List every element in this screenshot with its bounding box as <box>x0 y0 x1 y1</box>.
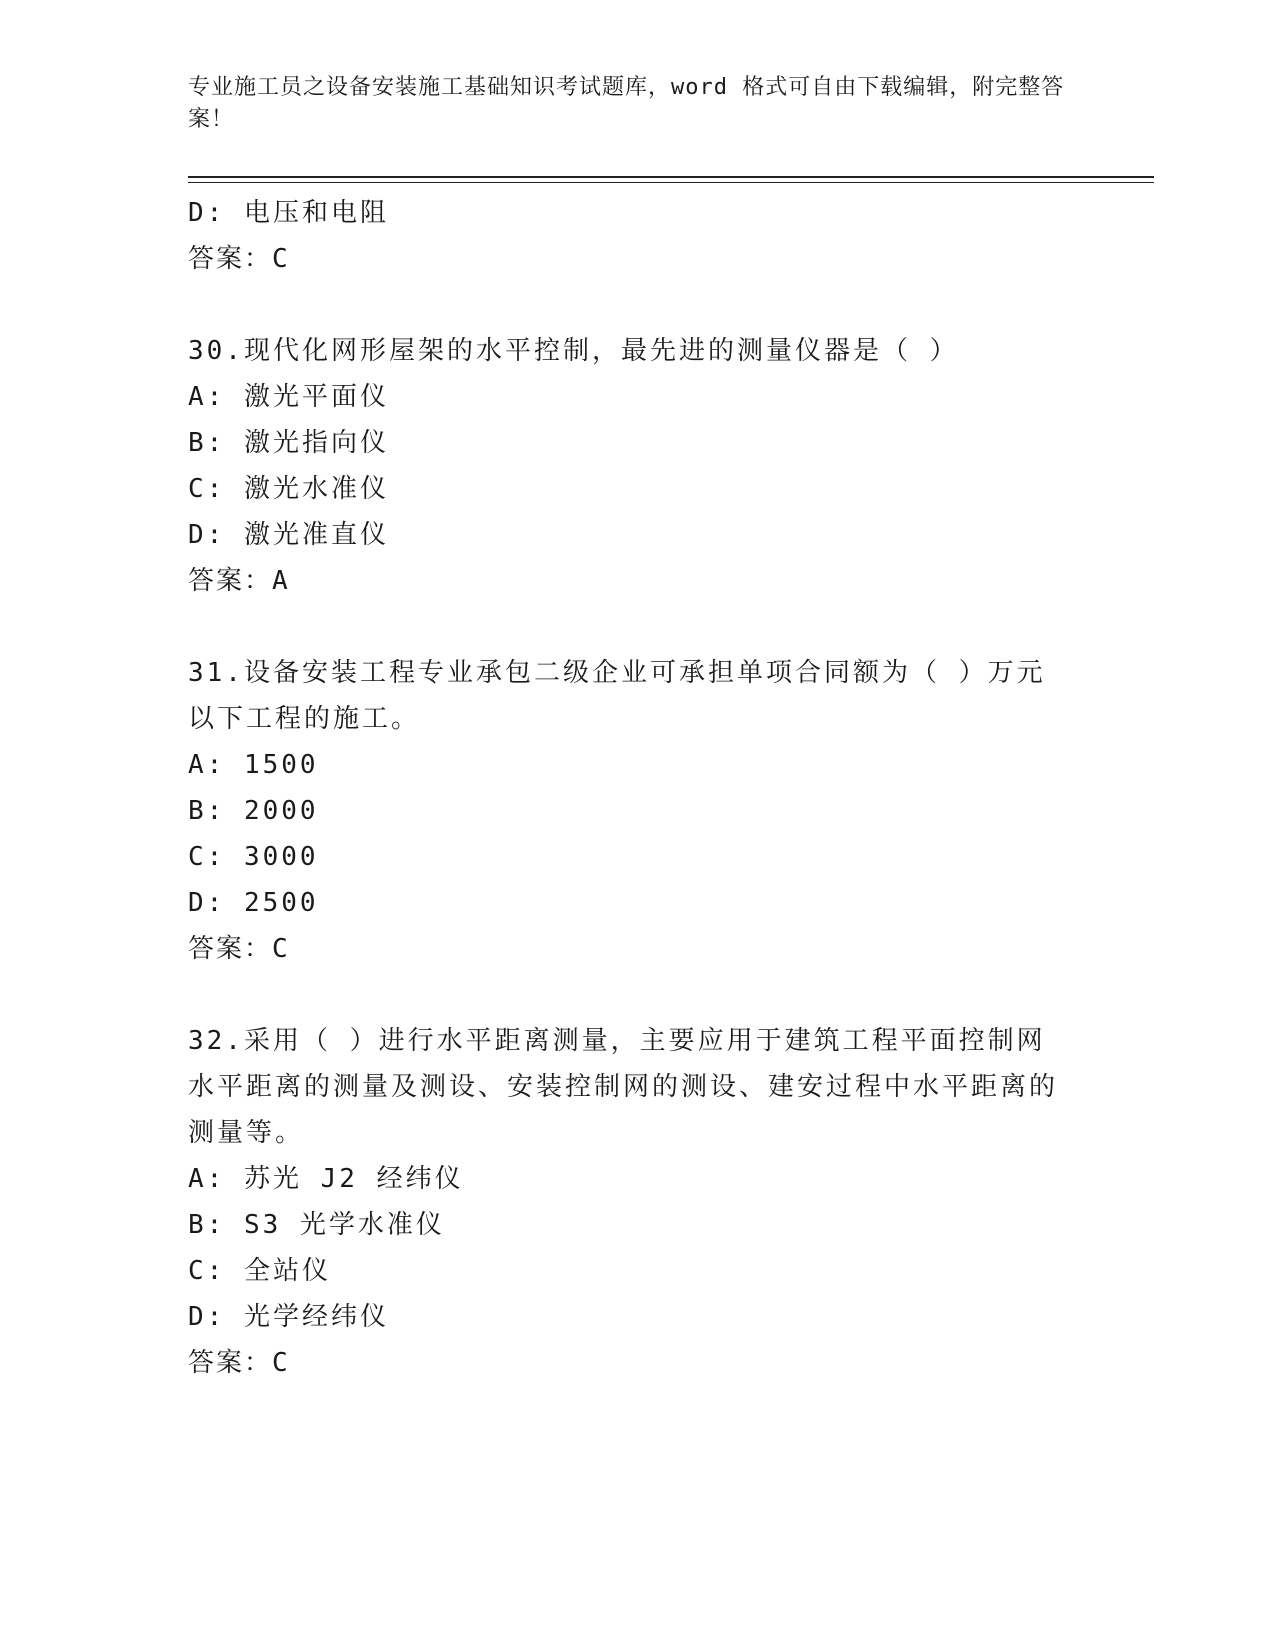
header-divider-thin <box>188 182 1154 183</box>
option-c: C: 全站仪 <box>188 1256 331 1286</box>
question-stem-30: 30.现代化网形屋架的水平控制，最先进的测量仪器是（ ） <box>188 336 959 366</box>
answer-line: 答案：C <box>188 1348 290 1378</box>
question-stem-32: 32.采用（ ）进行水平距离测量，主要应用于建筑工程平面控制网水平距离的测量及测设、安装控制网的测设、建安过程中水平距离的测量等。 <box>188 1026 1059 1148</box>
spacer <box>188 604 1068 650</box>
question-stem-31: 31.设备安装工程专业承包二级企业可承担单项合同额为（ ）万元以下工程的施工。 <box>188 658 1046 734</box>
document-header: 专业施工员之设备安装施工基础知识考试题库，word 格式可自由下载编辑，附完整答案！ <box>188 75 1065 132</box>
answer-line: 答案：C <box>188 244 290 274</box>
option-a: A: 激光平面仪 <box>188 382 389 412</box>
option-c: C: 3000 <box>188 842 319 872</box>
answer-line: 答案：C <box>188 934 290 964</box>
option-d: D: 2500 <box>188 888 319 918</box>
spacer <box>188 972 1068 1018</box>
question-list <box>188 190 1068 1386</box>
option-d: D: 电压和电阻 <box>188 198 389 228</box>
option-b: B: S3 光学水准仪 <box>188 1210 445 1240</box>
option-a: A: 1500 <box>188 750 319 780</box>
answer-line: 答案：A <box>188 566 290 596</box>
option-d: D: 激光准直仪 <box>188 520 389 550</box>
spacer <box>188 282 1068 328</box>
option-d: D: 光学经纬仪 <box>188 1302 389 1332</box>
option-c: C: 激光水准仪 <box>188 474 389 504</box>
header-divider-thick <box>188 176 1154 178</box>
option-b: B: 激光指向仪 <box>188 428 389 458</box>
option-a: A: 苏光 J2 经纬仪 <box>188 1164 464 1194</box>
option-b: B: 2000 <box>188 796 319 826</box>
